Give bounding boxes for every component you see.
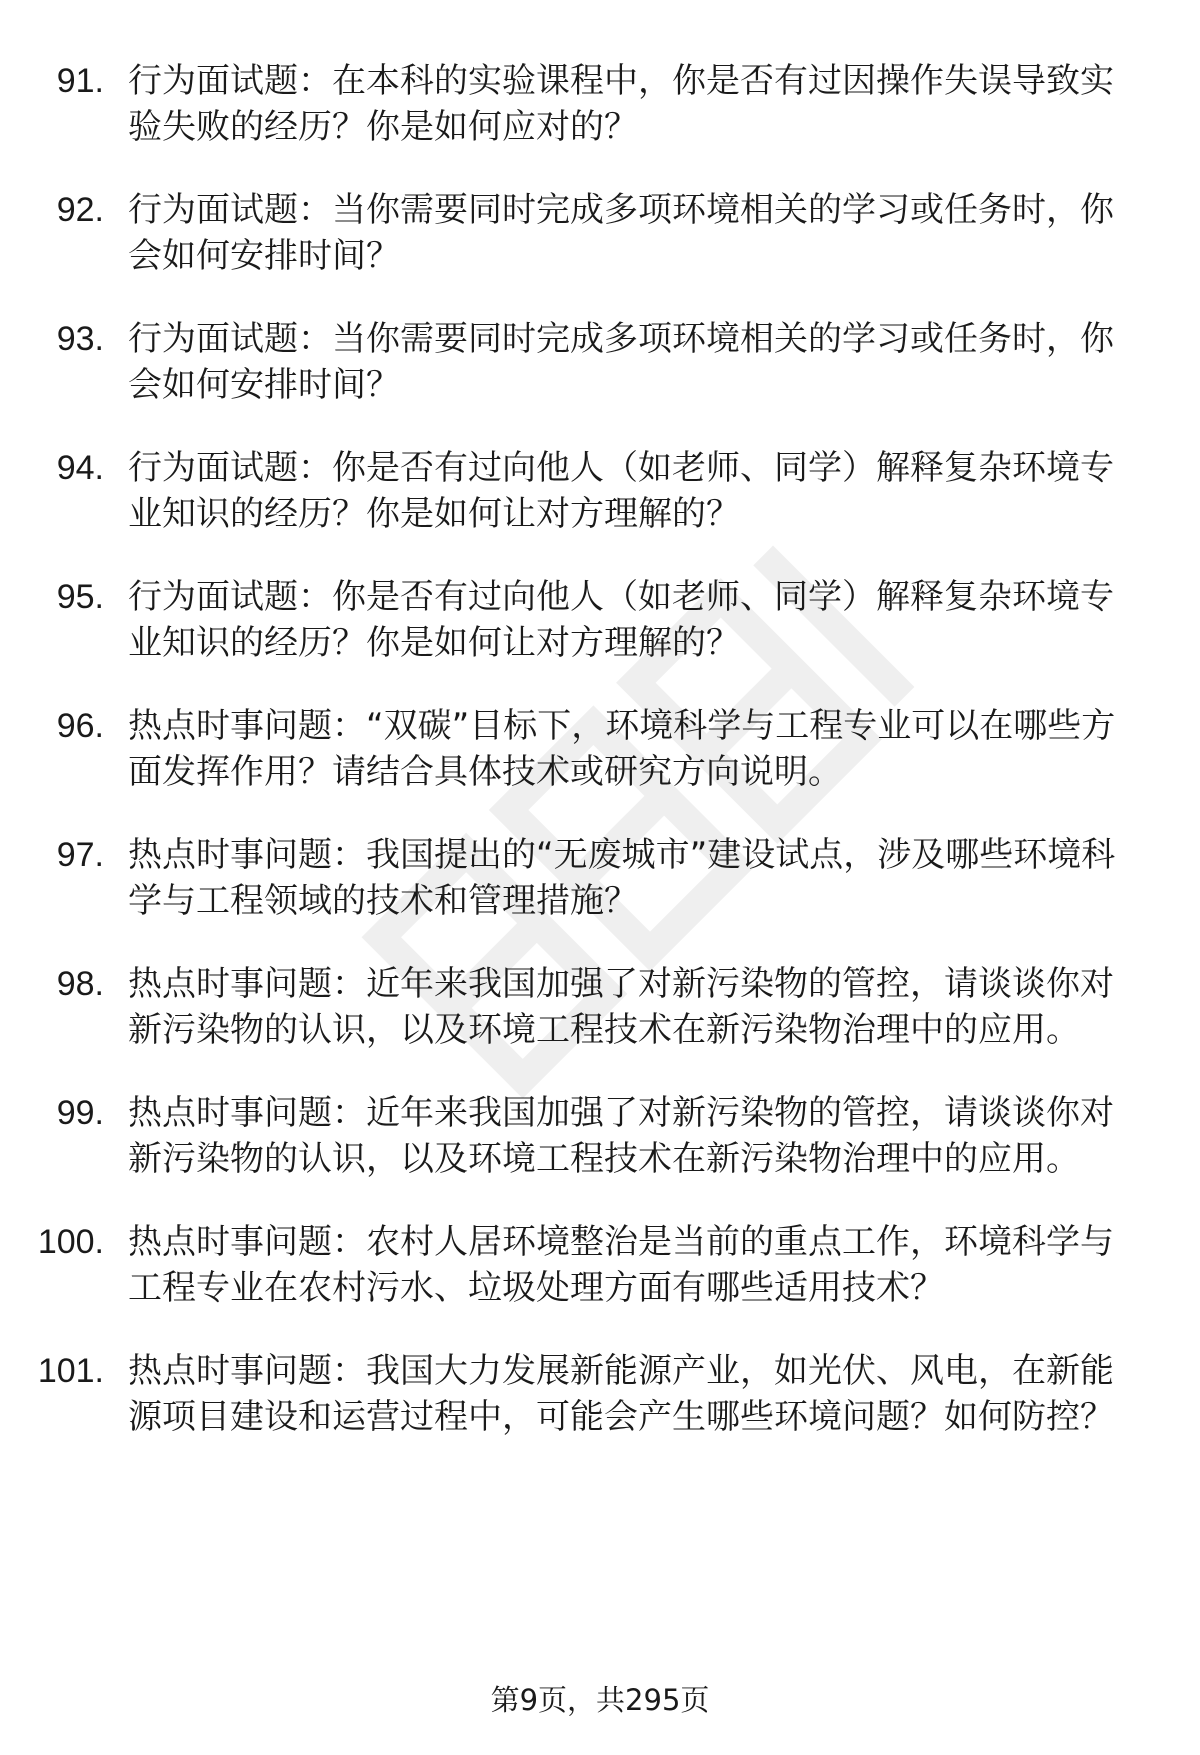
- question-item: [0, 187, 1200, 279]
- question-item: [0, 316, 1200, 408]
- question-number: 96.: [56, 707, 104, 745]
- question-text: 行为面试题：在本科的实验课程中，你是否有过因操作失误导致实验失败的经历？你是如何应对的？: [128, 61, 1114, 147]
- question-text: 热点时事问题：农村人居环境整治是当前的重点工作，环境科学与工程专业在农村污水、垃圾处理方面有哪些适用技术？: [128, 1222, 1114, 1308]
- question-item: [0, 1090, 1200, 1182]
- question-item: [0, 574, 1200, 666]
- question-text: 热点时事问题：近年来我国加强了对新污染物的管控，请谈谈你对新污染物的认识，以及环境工程技术在新污染物治理中的应用。: [128, 1093, 1114, 1179]
- question-number: 91.: [56, 62, 104, 100]
- question-number: 95.: [56, 578, 104, 616]
- question-item: [0, 832, 1200, 924]
- question-number: 98.: [56, 965, 104, 1003]
- question-text: 热点时事问题：我国大力发展新能源产业，如光伏、风电，在新能源项目建设和运营过程中，可能会产生哪些环境问题？如何防控？: [128, 1351, 1114, 1437]
- question-item: [0, 1348, 1200, 1440]
- question-number: 100.: [37, 1223, 104, 1261]
- question-number: 99.: [56, 1094, 104, 1132]
- question-item: [0, 703, 1200, 795]
- question-text: 热点时事问题：我国提出的“无废城市”建设试点，涉及哪些环境科学与工程领域的技术和管理措施？: [128, 835, 1116, 921]
- question-item: [0, 445, 1200, 537]
- question-item: [0, 961, 1200, 1053]
- question-text: 行为面试题：当你需要同时完成多项环境相关的学习或任务时，你会如何安排时间？: [128, 319, 1114, 405]
- page-number-footer: 第9页，共295页: [490, 1683, 710, 1717]
- question-number: 92.: [56, 191, 104, 229]
- question-number: 101.: [37, 1352, 104, 1390]
- question-text: 热点时事问题：“双碳”目标下，环境科学与工程专业可以在哪些方面发挥作用？请结合具体技术或研究方向说明。: [128, 706, 1116, 792]
- question-number: 97.: [56, 836, 104, 874]
- question-text: 行为面试题：你是否有过向他人（如老师、同学）解释复杂环境专业知识的经历？你是如何让对方理解的？: [128, 577, 1114, 663]
- question-item: [0, 58, 1200, 150]
- question-text: 行为面试题：你是否有过向他人（如老师、同学）解释复杂环境专业知识的经历？你是如何让对方理解的？: [128, 448, 1114, 534]
- question-number: 94.: [56, 449, 104, 487]
- question-text: 热点时事问题：近年来我国加强了对新污染物的管控，请谈谈你对新污染物的认识，以及环境工程技术在新污染物治理中的应用。: [128, 964, 1114, 1050]
- question-text: 行为面试题：当你需要同时完成多项环境相关的学习或任务时，你会如何安排时间？: [128, 190, 1114, 276]
- question-number: 93.: [56, 320, 104, 358]
- question-list: [0, 58, 1200, 1477]
- question-item: [0, 1219, 1200, 1311]
